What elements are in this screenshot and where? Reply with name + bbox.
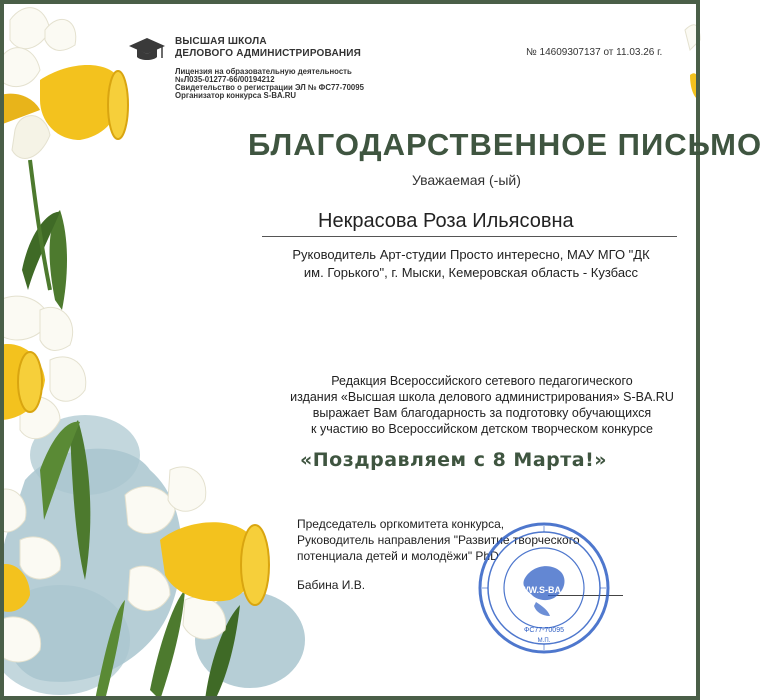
official-seal-stamp xyxy=(476,520,612,656)
letter-title: БЛАГОДАРСТВЕННОЕ ПИСЬМО xyxy=(248,127,762,162)
recipient-name: Некрасова Роза Ильясовна xyxy=(318,210,574,232)
signer-name: Бабина И.В. xyxy=(297,578,366,592)
signature-line3: потенциала детей и молодёжи" PhD xyxy=(297,549,499,563)
seal-bottom-text: ФС77-70095 xyxy=(524,627,564,634)
name-underline xyxy=(262,236,677,237)
organizer-line: Организатор конкурса S-BA.RU xyxy=(175,91,297,100)
license-line1: Лицензия на образовательную деятельность xyxy=(175,67,352,76)
position-line1: Руководитель Арт-студии Просто интересно, МАУ МГО "ДК xyxy=(292,247,650,262)
graduation-cap-icon xyxy=(128,36,166,64)
letter-body xyxy=(252,373,712,437)
seal-center-text: WWW.S-BA.RU xyxy=(511,585,577,595)
body-line4: к участию во Всероссийском детском творческом конкурсе xyxy=(311,422,653,436)
org-name-line1: ВЫСШАЯ ШКОЛА xyxy=(175,36,267,47)
contest-name: «Поздравляем с 8 Марта!» xyxy=(300,449,608,471)
body-line2: издания «Высшая школа делового администрирования» S-BA.RU xyxy=(290,390,674,404)
org-name xyxy=(175,36,361,60)
org-name-line2: ДЕЛОВОГО АДМИНИСТРИРОВАНИЯ xyxy=(175,48,362,59)
recipient-position xyxy=(256,246,686,282)
registration-line: Свидетельство о регистрации ЭЛ № ФС77-70095 xyxy=(175,83,364,92)
license-line2: №Л035-01277-66/00194212 xyxy=(175,75,275,84)
document-number: № 14609307137 от 11.03.26 г. xyxy=(526,47,663,58)
seal-small-text: М.П. xyxy=(537,638,551,644)
signature-line1: Председатель оргкомитета конкурса, xyxy=(297,517,505,531)
signature-line2: Руководитель направления "Развитие творческого xyxy=(297,533,580,547)
position-line2: им. Горького", г. Мыски, Кемеровская область - Кузбасс xyxy=(303,265,639,280)
body-line3: выражает Вам благодарность за подготовку обучающихся xyxy=(312,406,652,420)
body-line1: Редакция Всероссийского сетевого педагогического xyxy=(331,374,633,388)
greeting: Уважаемая (-ый) xyxy=(412,172,521,188)
